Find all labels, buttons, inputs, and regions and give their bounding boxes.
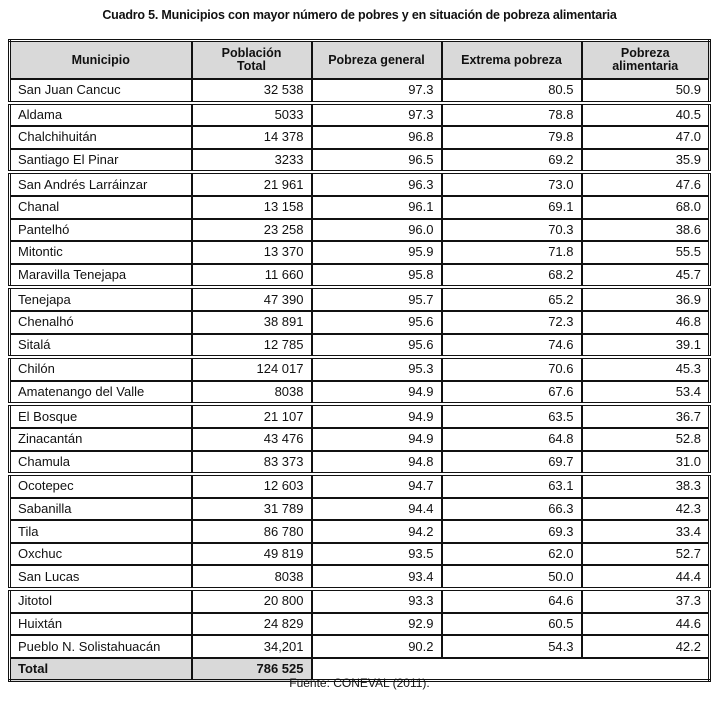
- cell-extrema-pobreza: 69.1: [442, 196, 582, 219]
- cell-municipio: San Andrés Larráinzar: [10, 172, 192, 196]
- header-label: Municipio: [71, 52, 130, 67]
- cell-pobreza-general: 94.7: [312, 474, 442, 498]
- cell-poblacion: 31 789: [192, 498, 312, 521]
- header-label: Pobreza general: [328, 52, 425, 67]
- table-row: [10, 520, 710, 543]
- cell-poblacion: 8038: [192, 565, 312, 589]
- cell-municipio: San Juan Cancuc: [10, 79, 192, 103]
- table-row: [10, 219, 710, 242]
- table-row: [10, 589, 710, 613]
- cell-poblacion: 12 785: [192, 334, 312, 358]
- cell-extrema-pobreza: 78.8: [442, 103, 582, 127]
- cell-pobreza-alimentaria: 31.0: [582, 451, 710, 475]
- cell-poblacion: 13 370: [192, 241, 312, 264]
- cell-extrema-pobreza: 69.7: [442, 451, 582, 475]
- cell-extrema-pobreza: 62.0: [442, 543, 582, 566]
- table-body: [10, 79, 710, 658]
- cell-pobreza-alimentaria: 42.2: [582, 635, 710, 658]
- cell-municipio: Ocotepec: [10, 474, 192, 498]
- cell-extrema-pobreza: 73.0: [442, 172, 582, 196]
- table-caption: Cuadro 5. Municipios con mayor número de pobres y en situación de pobreza alimentaria: [102, 8, 617, 22]
- cell-pobreza-general: 95.3: [312, 357, 442, 381]
- cell-pobreza-general: 96.5: [312, 149, 442, 173]
- cell-pobreza-general: 95.6: [312, 334, 442, 358]
- cell-poblacion: 83 373: [192, 451, 312, 475]
- cell-municipio: Sitalá: [10, 334, 192, 358]
- cell-pobreza-alimentaria: 46.8: [582, 311, 710, 334]
- cell-pobreza-alimentaria: 36.7: [582, 404, 710, 428]
- cell-municipio: Pantelhó: [10, 219, 192, 242]
- cell-municipio: Pueblo N. Solistahuacán: [10, 635, 192, 658]
- cell-municipio: Tenejapa: [10, 287, 192, 311]
- cell-pobreza-alimentaria: 42.3: [582, 498, 710, 521]
- cell-extrema-pobreza: 64.8: [442, 428, 582, 451]
- cell-poblacion: 24 829: [192, 613, 312, 636]
- cell-poblacion: 12 603: [192, 474, 312, 498]
- cell-pobreza-general: 92.9: [312, 613, 442, 636]
- cell-poblacion: 3233: [192, 149, 312, 173]
- cell-extrema-pobreza: 63.5: [442, 404, 582, 428]
- table-row: [10, 172, 710, 196]
- header-label: alimentaria: [612, 59, 679, 73]
- table-row: [10, 474, 710, 498]
- cell-pobreza-alimentaria: 44.6: [582, 613, 710, 636]
- cell-extrema-pobreza: 80.5: [442, 79, 582, 103]
- table-row: [10, 103, 710, 127]
- cell-municipio: Chalchihuitán: [10, 126, 192, 149]
- cell-pobreza-general: 94.8: [312, 451, 442, 475]
- cell-municipio: Sabanilla: [10, 498, 192, 521]
- table-container: [8, 39, 711, 682]
- cell-pobreza-alimentaria: 68.0: [582, 196, 710, 219]
- cell-municipio: Aldama: [10, 103, 192, 127]
- cell-pobreza-alimentaria: 33.4: [582, 520, 710, 543]
- table-row: [10, 264, 710, 288]
- cell-pobreza-general: 96.1: [312, 196, 442, 219]
- cell-extrema-pobreza: 66.3: [442, 498, 582, 521]
- cell-municipio: Amatenango del Valle: [10, 381, 192, 405]
- cell-pobreza-alimentaria: 55.5: [582, 241, 710, 264]
- cell-extrema-pobreza: 67.6: [442, 381, 582, 405]
- cell-pobreza-general: 93.5: [312, 543, 442, 566]
- cell-pobreza-general: 96.8: [312, 126, 442, 149]
- cell-pobreza-alimentaria: 52.8: [582, 428, 710, 451]
- cell-pobreza-general: 96.0: [312, 219, 442, 242]
- cell-municipio: Chanal: [10, 196, 192, 219]
- cell-municipio: Jitotol: [10, 589, 192, 613]
- cell-pobreza-alimentaria: 45.7: [582, 264, 710, 288]
- table-row: [10, 451, 710, 475]
- cell-pobreza-alimentaria: 40.5: [582, 103, 710, 127]
- cell-extrema-pobreza: 50.0: [442, 565, 582, 589]
- cell-poblacion: 14 378: [192, 126, 312, 149]
- cell-municipio: San Lucas: [10, 565, 192, 589]
- header-label: Pobreza: [620, 46, 670, 60]
- cell-municipio: Huixtán: [10, 613, 192, 636]
- header-label: Extrema pobreza: [461, 52, 562, 67]
- cell-pobreza-alimentaria: 38.3: [582, 474, 710, 498]
- cell-extrema-pobreza: 74.6: [442, 334, 582, 358]
- cell-poblacion: 21 107: [192, 404, 312, 428]
- cell-extrema-pobreza: 64.6: [442, 589, 582, 613]
- table-row: [10, 635, 710, 658]
- cell-pobreza-general: 97.3: [312, 79, 442, 103]
- header-municipio: [10, 41, 192, 80]
- cell-pobreza-alimentaria: 39.1: [582, 334, 710, 358]
- cell-pobreza-general: 94.9: [312, 404, 442, 428]
- cell-municipio: Zinacantán: [10, 428, 192, 451]
- table-row: [10, 287, 710, 311]
- cell-extrema-pobreza: 70.6: [442, 357, 582, 381]
- table-row: [10, 311, 710, 334]
- cell-poblacion: 124 017: [192, 357, 312, 381]
- table-row: [10, 613, 710, 636]
- cell-extrema-pobreza: 69.2: [442, 149, 582, 173]
- table-row: [10, 334, 710, 358]
- cell-municipio: Maravilla Tenejapa: [10, 264, 192, 288]
- table-row: [10, 196, 710, 219]
- cell-pobreza-alimentaria: 47.0: [582, 126, 710, 149]
- cell-pobreza-general: 94.9: [312, 381, 442, 405]
- cell-extrema-pobreza: 63.1: [442, 474, 582, 498]
- cell-extrema-pobreza: 71.8: [442, 241, 582, 264]
- table-row: [10, 126, 710, 149]
- poverty-table: [8, 39, 711, 682]
- cell-poblacion: 32 538: [192, 79, 312, 103]
- header-label: Total: [237, 59, 266, 73]
- source-note: Fuente: CONEVAL (2011).: [289, 676, 430, 690]
- cell-pobreza-alimentaria: 37.3: [582, 589, 710, 613]
- cell-extrema-pobreza: 60.5: [442, 613, 582, 636]
- header-extrema-pobreza: [442, 41, 582, 80]
- cell-pobreza-general: 93.3: [312, 589, 442, 613]
- cell-extrema-pobreza: 79.8: [442, 126, 582, 149]
- cell-pobreza-alimentaria: 47.6: [582, 172, 710, 196]
- table-row: [10, 149, 710, 173]
- cell-extrema-pobreza: 72.3: [442, 311, 582, 334]
- cell-municipio: Chamula: [10, 451, 192, 475]
- cell-pobreza-alimentaria: 44.4: [582, 565, 710, 589]
- total-label: Total: [10, 658, 192, 681]
- cell-poblacion: 20 800: [192, 589, 312, 613]
- table-row: [10, 543, 710, 566]
- cell-extrema-pobreza: 65.2: [442, 287, 582, 311]
- cell-extrema-pobreza: 70.3: [442, 219, 582, 242]
- cell-poblacion: 34,201: [192, 635, 312, 658]
- header-label: Población: [221, 46, 282, 60]
- cell-pobreza-general: 94.4: [312, 498, 442, 521]
- header-pobreza-general: [312, 41, 442, 80]
- table-row: [10, 241, 710, 264]
- cell-municipio: Oxchuc: [10, 543, 192, 566]
- cell-pobreza-alimentaria: 35.9: [582, 149, 710, 173]
- cell-pobreza-alimentaria: 38.6: [582, 219, 710, 242]
- cell-poblacion: 38 891: [192, 311, 312, 334]
- cell-poblacion: 23 258: [192, 219, 312, 242]
- cell-extrema-pobreza: 69.3: [442, 520, 582, 543]
- cell-poblacion: 21 961: [192, 172, 312, 196]
- cell-poblacion: 47 390: [192, 287, 312, 311]
- table-row: [10, 381, 710, 405]
- cell-poblacion: 86 780: [192, 520, 312, 543]
- cell-poblacion: 8038: [192, 381, 312, 405]
- header-row: [10, 41, 710, 80]
- cell-poblacion: 13 158: [192, 196, 312, 219]
- cell-pobreza-alimentaria: 50.9: [582, 79, 710, 103]
- cell-pobreza-general: 97.3: [312, 103, 442, 127]
- cell-pobreza-general: 95.6: [312, 311, 442, 334]
- cell-pobreza-general: 93.4: [312, 565, 442, 589]
- total-poblacion: 786 525: [192, 658, 312, 681]
- cell-pobreza-general: 96.3: [312, 172, 442, 196]
- cell-pobreza-general: 94.9: [312, 428, 442, 451]
- cell-extrema-pobreza: 54.3: [442, 635, 582, 658]
- cell-poblacion: 49 819: [192, 543, 312, 566]
- cell-pobreza-alimentaria: 45.3: [582, 357, 710, 381]
- cell-extrema-pobreza: 68.2: [442, 264, 582, 288]
- table-row: [10, 565, 710, 589]
- cell-poblacion: 11 660: [192, 264, 312, 288]
- cell-pobreza-alimentaria: 52.7: [582, 543, 710, 566]
- cell-municipio: Tila: [10, 520, 192, 543]
- table-row: [10, 79, 710, 103]
- cell-poblacion: 43 476: [192, 428, 312, 451]
- cell-pobreza-general: 95.9: [312, 241, 442, 264]
- cell-pobreza-general: 95.7: [312, 287, 442, 311]
- cell-municipio: El Bosque: [10, 404, 192, 428]
- cell-pobreza-alimentaria: 36.9: [582, 287, 710, 311]
- cell-pobreza-general: 95.8: [312, 264, 442, 288]
- header-poblacion: [192, 41, 312, 80]
- cell-municipio: Santiago El Pinar: [10, 149, 192, 173]
- table-row: [10, 404, 710, 428]
- cell-poblacion: 5033: [192, 103, 312, 127]
- cell-pobreza-general: 90.2: [312, 635, 442, 658]
- cell-pobreza-general: 94.2: [312, 520, 442, 543]
- cell-municipio: Chenalhó: [10, 311, 192, 334]
- table-row: [10, 357, 710, 381]
- header-pobreza-alimentaria: [582, 41, 710, 80]
- cell-municipio: Chilón: [10, 357, 192, 381]
- table-row: [10, 498, 710, 521]
- cell-pobreza-alimentaria: 53.4: [582, 381, 710, 405]
- table-row: [10, 428, 710, 451]
- cell-municipio: Mitontic: [10, 241, 192, 264]
